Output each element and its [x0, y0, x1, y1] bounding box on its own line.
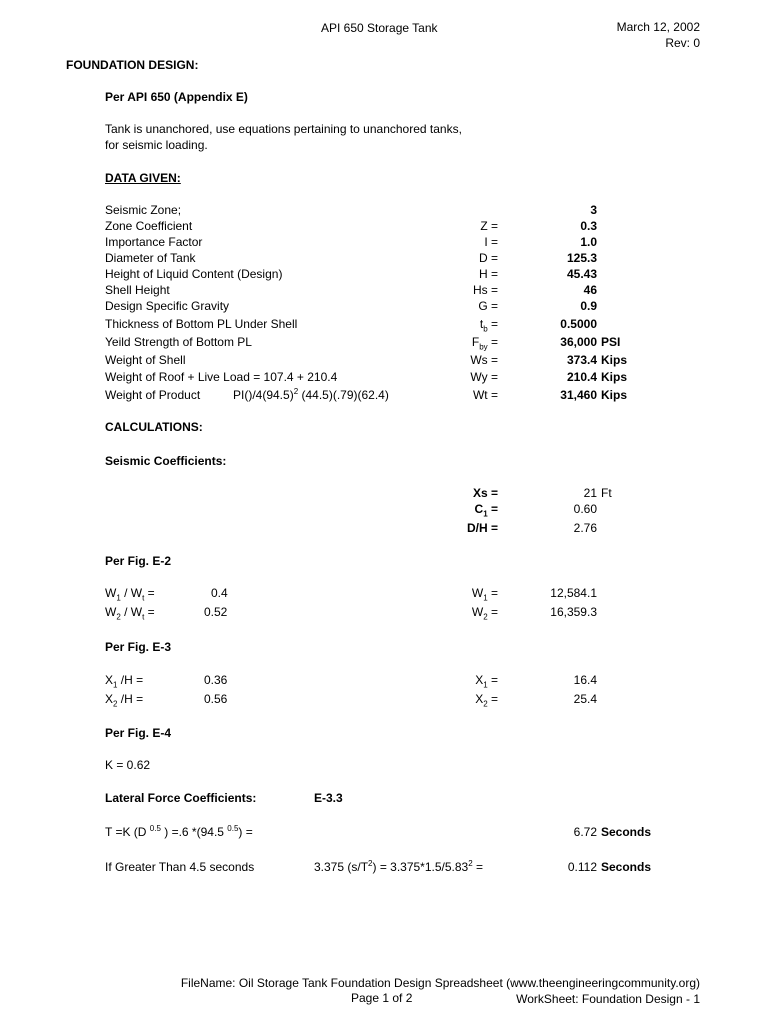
data-label: Weight of Roof + Live Load = 107.4 + 210.4 [105, 370, 338, 384]
result-value: 25.4 [573, 692, 597, 706]
data-label: Shell Height [105, 283, 170, 297]
seismic-value: 21 [583, 486, 597, 500]
result-value: 16.4 [573, 673, 597, 687]
intro-line-2: for seismic loading. [105, 138, 208, 152]
data-value: 373.4 [566, 353, 597, 367]
data-symbol: Hs = [472, 283, 498, 297]
seismic-coefficients-heading: Seismic Coefficients: [105, 454, 227, 468]
data-symbol: D = [478, 251, 498, 265]
data-label: Thickness of Bottom PL Under Shell [105, 317, 298, 331]
seismic-value: 0.60 [573, 502, 597, 516]
intro-line-1: Tank is unanchored, use equations pertaining to unanchored tanks, [105, 122, 462, 136]
data-symbol: Ws = [470, 353, 498, 367]
result-symbol: $W_1$ = [471, 586, 498, 603]
data-value: 1.0 [580, 235, 597, 249]
data-symbol: Wt = [472, 388, 498, 402]
data-label: Zone Coefficient [105, 219, 193, 233]
data-label: Yeild Strength of Bottom PL [105, 335, 252, 349]
data-symbol: G = [478, 299, 498, 313]
ratio-value: 0.56 [204, 692, 228, 706]
k-value: K = 0.62 [105, 758, 151, 772]
data-symbol: Wy = [470, 370, 498, 384]
result-symbol: $X_2$ = [475, 692, 498, 709]
lateral-force-reference: E-3.3 [314, 791, 343, 805]
seismic-symbol: $C_1$ = [474, 502, 498, 519]
data-unit: Kips [601, 370, 628, 384]
data-label: Importance Factor [105, 235, 203, 249]
data-symbol: $F_{by}$ = [471, 335, 498, 352]
section-title: FOUNDATION DESIGN: [66, 58, 199, 72]
header-date: March 12, 2002 [616, 20, 700, 34]
result-value: 16,359.3 [550, 605, 597, 619]
data-value: 125.3 [566, 251, 597, 265]
data-label: Weight of Product [105, 388, 201, 402]
ratio-value: 0.4 [211, 586, 228, 600]
data-value: 0.3 [580, 219, 597, 233]
seismic-symbol: D/H = [466, 521, 498, 535]
data-label: Height of Liquid Content (Design) [105, 267, 283, 281]
result-symbol: $W_2$ = [471, 605, 498, 622]
result-symbol: $X_1$ = [475, 673, 498, 690]
header-revision: Rev: 0 [665, 36, 700, 50]
data-given-heading: DATA GIVEN: [105, 171, 181, 185]
data-label: Design Specific Gravity [105, 299, 230, 313]
data-symbol: I = [484, 235, 498, 249]
data-symbol: Z = [480, 219, 498, 233]
footer-worksheet: WorkSheet: Foundation Design - 1 [516, 992, 700, 1006]
product-formula: $PI()/4(94.5)^2$ (44.5)(.79)(62.4) [233, 387, 389, 402]
ratio-label: $W_1 / W_t$ = [105, 586, 155, 603]
data-value: 45.43 [566, 267, 597, 281]
period-formula: T =K (D $^{0.5}$ ) =.6 *(94.5 $^{0.5}$) = [105, 824, 253, 839]
data-symbol: $t_b$ = [479, 317, 498, 334]
data-symbol: H = [478, 267, 498, 281]
data-unit: PSI [601, 335, 621, 349]
fig-e4-heading: Per Fig. E-4 [105, 726, 172, 740]
greater-formula: 3.375 $(s/T^2) = 3.375*1.5/5.83^2$ = [314, 859, 484, 874]
data-value: 36,000 [560, 335, 597, 349]
data-value: 46 [583, 283, 597, 297]
period-unit: Seconds [601, 825, 652, 839]
greater-value: 0.112 [567, 860, 597, 874]
page-title: API 650 Storage Tank [321, 21, 438, 35]
greater-label: If Greater Than 4.5 seconds [105, 860, 255, 874]
data-label: Diameter of Tank [105, 251, 196, 265]
ratio-label: $X_2$ /H = [105, 692, 144, 709]
data-label: Weight of Shell [105, 353, 186, 367]
data-value: 210.4 [566, 370, 597, 384]
greater-unit: Seconds [601, 860, 652, 874]
ratio-value: 0.36 [204, 673, 228, 687]
data-value: 31,460 [560, 388, 597, 402]
period-value: 6.72 [573, 825, 597, 839]
result-value: 12,584.1 [550, 586, 597, 600]
ratio-value: 0.52 [204, 605, 228, 619]
data-value: 0.5000 [560, 317, 597, 331]
data-unit: Kips [601, 353, 628, 367]
ratio-label: $X_1$ /H = [105, 673, 144, 690]
reference-heading: Per API 650 (Appendix E) [105, 90, 248, 104]
fig-e2-heading: Per Fig. E-2 [105, 554, 172, 568]
lateral-force-heading: Lateral Force Coefficients: [105, 791, 257, 805]
seismic-symbol: Xs = [472, 486, 498, 500]
data-unit: Kips [601, 388, 628, 402]
ratio-label: $W_2 / W_t$ = [105, 605, 155, 622]
seismic-value: 2.76 [573, 521, 597, 535]
data-label: Seismic Zone; [105, 203, 182, 217]
fig-e3-heading: Per Fig. E-3 [105, 640, 172, 654]
footer-page-number: Page 1 of 2 [351, 991, 413, 1005]
data-value: 3 [590, 203, 597, 217]
footer-filename: FileName: Oil Storage Tank Foundation Design Spreadsheet (www.theengineeringcommunity.org) [180, 976, 700, 990]
data-value: 0.9 [580, 299, 597, 313]
calculations-heading: CALCULATIONS: [105, 420, 203, 434]
seismic-unit: Ft [601, 486, 612, 500]
